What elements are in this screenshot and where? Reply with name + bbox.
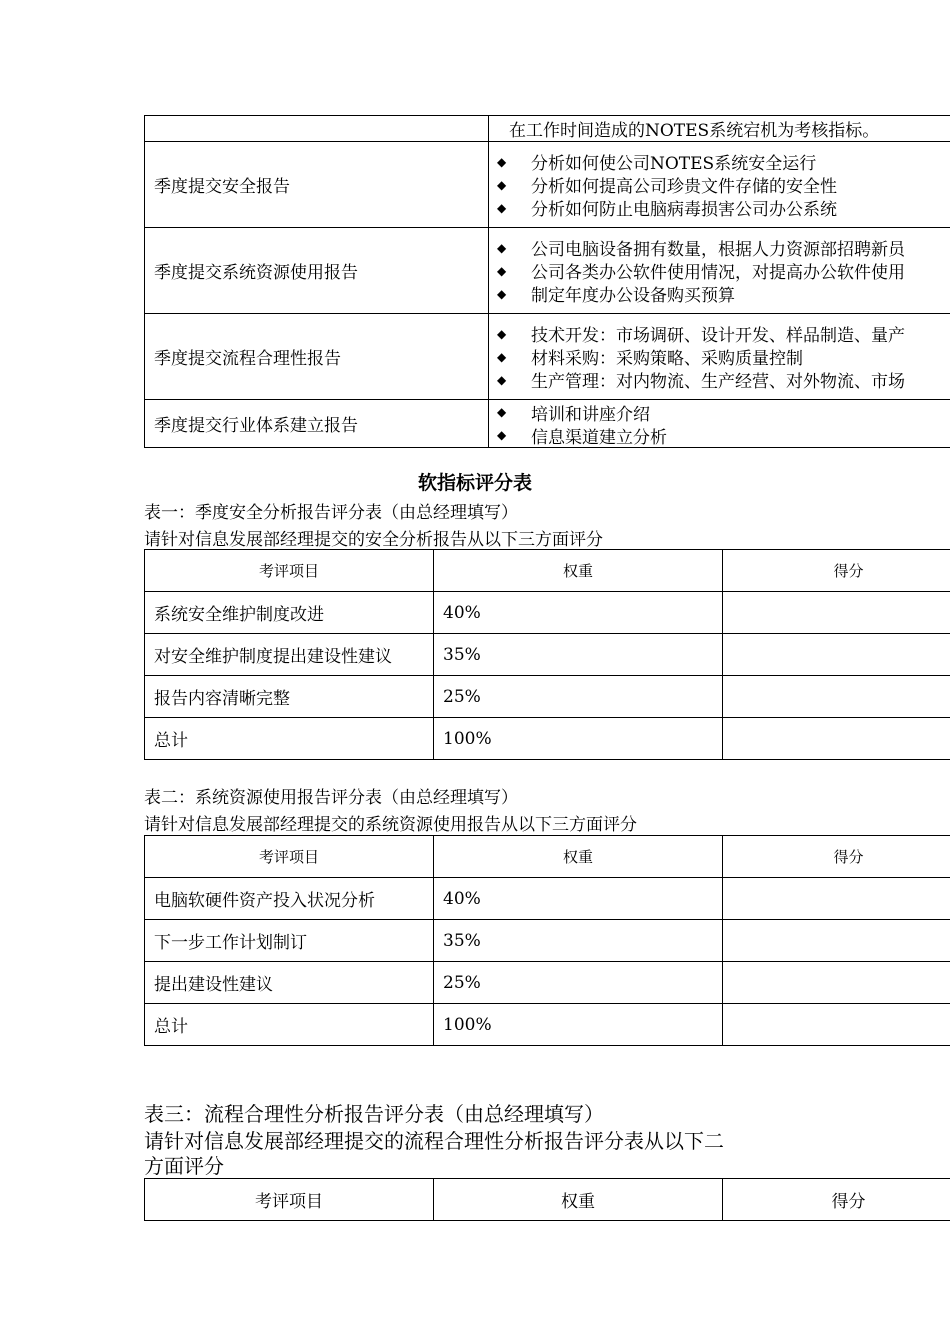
column-header: 考评项目 bbox=[145, 836, 434, 878]
table2-intro: 请针对信息发展部经理提交的系统资源使用报告从以下三方面评分 bbox=[144, 815, 637, 835]
list-item: ◆ 公司电脑设备拥有数量，根据人力资源部招聘新员 bbox=[497, 240, 905, 260]
score-cell[interactable] bbox=[723, 920, 950, 962]
table-row bbox=[145, 116, 950, 142]
column-header: 考评项目 bbox=[145, 1179, 434, 1221]
kpi-label: 季度提交流程合理性报告 bbox=[145, 314, 489, 400]
item-cell: 下一步工作计划制订 bbox=[145, 920, 434, 962]
score-table-3 bbox=[144, 1178, 950, 1221]
kpi-content bbox=[489, 142, 950, 228]
list-item: ◆ 公司各类办公软件使用情况，对提高办公软件使用 bbox=[497, 263, 905, 283]
table-row bbox=[145, 400, 950, 448]
diamond-bullet-icon: ◆ bbox=[497, 326, 507, 341]
score-cell[interactable] bbox=[723, 676, 950, 718]
weight-cell: 35% bbox=[434, 634, 723, 676]
table-header-row bbox=[145, 836, 950, 878]
score-cell[interactable] bbox=[723, 634, 950, 676]
score-cell[interactable] bbox=[723, 718, 950, 760]
item-cell: 对安全维护制度提出建设性建议 bbox=[145, 634, 434, 676]
score-table-2 bbox=[144, 835, 950, 1046]
item-cell: 系统安全维护制度改进 bbox=[145, 592, 434, 634]
kpi-item: 在工作时间造成的NOTES系统宕机为考核指标。 bbox=[509, 121, 880, 141]
table-row bbox=[145, 634, 950, 676]
table-row bbox=[145, 962, 950, 1004]
kpi-label: 季度提交行业体系建立报告 bbox=[145, 400, 489, 448]
kpi-detail-table bbox=[144, 115, 950, 448]
diamond-bullet-icon: ◆ bbox=[497, 372, 507, 387]
list-item: ◆ 分析如何防止电脑病毒损害公司办公系统 bbox=[497, 200, 837, 220]
weight-cell: 35% bbox=[434, 920, 723, 962]
weight-cell: 25% bbox=[434, 962, 723, 1004]
column-header: 权重 bbox=[434, 1179, 723, 1221]
column-header: 考评项目 bbox=[145, 550, 434, 592]
score-table-1 bbox=[144, 549, 950, 760]
list-item: ◆ 分析如何提高公司珍贵文件存储的安全性 bbox=[497, 177, 837, 197]
weight-cell: 100% bbox=[434, 718, 723, 760]
column-header: 得分 bbox=[723, 1179, 950, 1221]
table-row bbox=[145, 592, 950, 634]
diamond-bullet-icon: ◆ bbox=[497, 405, 507, 419]
table-row bbox=[145, 1004, 950, 1046]
table-row bbox=[145, 676, 950, 718]
table3-caption: 表三：流程合理性分析报告评分表（由总经理填写） bbox=[144, 1102, 604, 1126]
kpi-content bbox=[489, 116, 950, 142]
list-item: ◆ 信息渠道建立分析 bbox=[497, 427, 667, 448]
table-header-row bbox=[145, 1179, 950, 1221]
table-row bbox=[145, 718, 950, 760]
item-cell: 电脑软硬件资产投入状况分析 bbox=[145, 878, 434, 920]
kpi-content bbox=[489, 228, 950, 314]
table3-intro-line2: 方面评分 bbox=[144, 1154, 224, 1178]
item-cell: 报告内容清晰完整 bbox=[145, 676, 434, 718]
weight-cell: 100% bbox=[434, 1004, 723, 1046]
table-row bbox=[145, 142, 950, 228]
kpi-label bbox=[145, 116, 489, 142]
column-header: 得分 bbox=[723, 550, 950, 592]
score-cell[interactable] bbox=[723, 592, 950, 634]
diamond-bullet-icon: ◆ bbox=[497, 200, 507, 215]
diamond-bullet-icon: ◆ bbox=[497, 240, 507, 255]
diamond-bullet-icon: ◆ bbox=[497, 428, 507, 442]
table-row bbox=[145, 920, 950, 962]
table-row bbox=[145, 228, 950, 314]
item-cell: 提出建设性建议 bbox=[145, 962, 434, 1004]
table3-intro-line1: 请针对信息发展部经理提交的流程合理性分析报告评分表从以下二 bbox=[144, 1129, 724, 1153]
section-title: 软指标评分表 bbox=[417, 472, 532, 494]
table-row bbox=[145, 878, 950, 920]
kpi-content bbox=[489, 314, 950, 400]
table1-caption: 表一：季度安全分析报告评分表（由总经理填写） bbox=[144, 503, 518, 523]
kpi-label: 季度提交系统资源使用报告 bbox=[145, 228, 489, 314]
item-cell: 总计 bbox=[145, 1004, 434, 1046]
column-header: 权重 bbox=[434, 836, 723, 878]
score-cell[interactable] bbox=[723, 1004, 950, 1046]
weight-cell: 25% bbox=[434, 676, 723, 718]
weight-cell: 40% bbox=[434, 878, 723, 920]
list-item: ◆ 材料采购：采购策略、采购质量控制 bbox=[497, 349, 803, 369]
diamond-bullet-icon: ◆ bbox=[497, 263, 507, 278]
table-header-row bbox=[145, 550, 950, 592]
list-item: ◆ 技术开发：市场调研、设计开发、样品制造、量产 bbox=[497, 326, 905, 346]
table2-caption: 表二：系统资源使用报告评分表（由总经理填写） bbox=[144, 788, 518, 808]
diamond-bullet-icon: ◆ bbox=[497, 177, 507, 192]
table-row bbox=[145, 314, 950, 400]
score-cell[interactable] bbox=[723, 878, 950, 920]
column-header: 得分 bbox=[723, 836, 950, 878]
column-header: 权重 bbox=[434, 550, 723, 592]
diamond-bullet-icon: ◆ bbox=[497, 154, 507, 169]
list-item: ◆ 生产管理：对内物流、生产经营、对外物流、市场 bbox=[497, 372, 905, 392]
list-item: ◆ 培训和讲座介绍 bbox=[497, 404, 650, 425]
list-item: ◆ 制定年度办公设备购买预算 bbox=[497, 286, 735, 306]
list-item: ◆ 分析如何使公司NOTES系统安全运行 bbox=[497, 154, 817, 174]
kpi-content bbox=[489, 400, 950, 448]
score-cell[interactable] bbox=[723, 962, 950, 1004]
kpi-label: 季度提交安全报告 bbox=[145, 142, 489, 228]
diamond-bullet-icon: ◆ bbox=[497, 286, 507, 301]
diamond-bullet-icon: ◆ bbox=[497, 349, 507, 364]
weight-cell: 40% bbox=[434, 592, 723, 634]
item-cell: 总计 bbox=[145, 718, 434, 760]
table1-intro: 请针对信息发展部经理提交的安全分析报告从以下三方面评分 bbox=[144, 530, 603, 550]
